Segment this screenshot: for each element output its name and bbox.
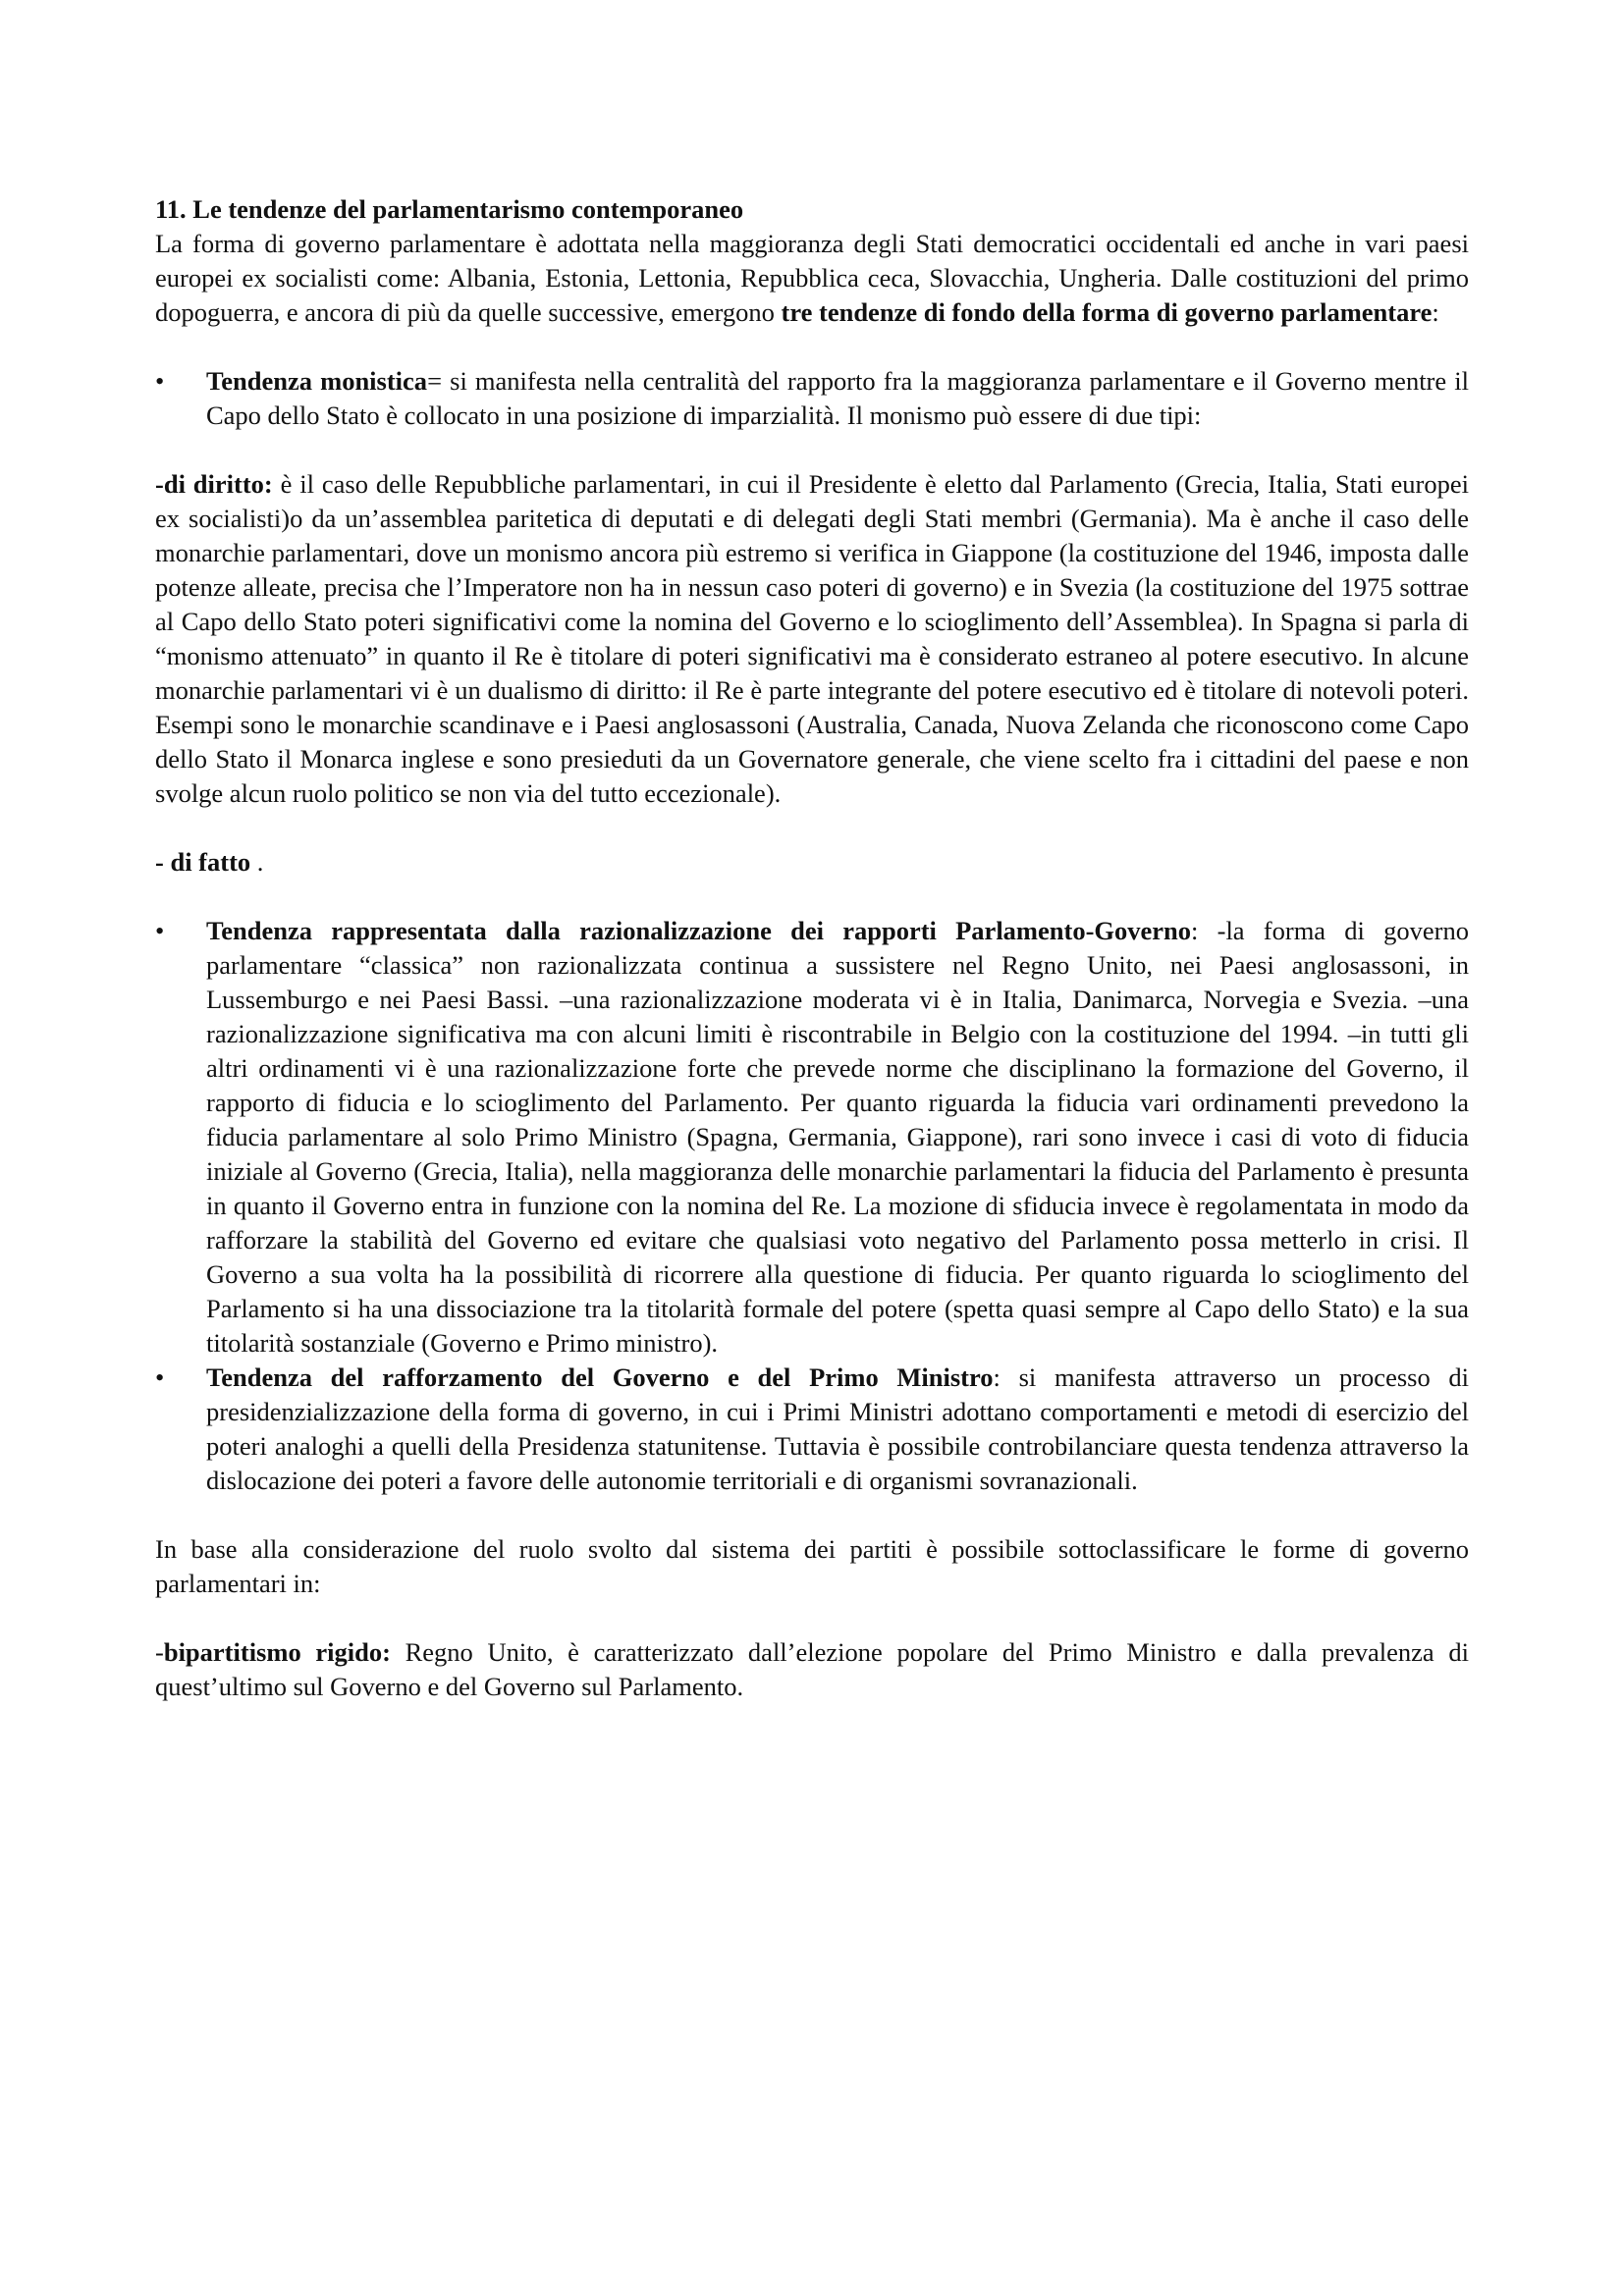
bullet-rafforzamento-title: Tendenza del rafforzamento del Governo e del Primo Ministro xyxy=(206,1362,994,1392)
bullet-monistica-title: Tendenza monistica xyxy=(206,366,428,396)
di-fatto-text: . xyxy=(250,847,264,877)
bullet-razionalizzazione xyxy=(155,914,1469,1361)
document-page xyxy=(155,192,1469,1704)
bullet-monistica xyxy=(155,364,1469,433)
bullet-rafforzamento xyxy=(155,1361,1469,1498)
bullet-rafforzamento-text: : si manifesta attraverso un processo di presidenzializzazione della forma di governo, in cui i Primi Ministri adottano comportamenti e metodi di esercizio del poteri analoghi a quelli della Presidenza statunitense. Tuttavia è possibile controbilanciare questa tendenza attraverso la dislocazione dei poteri a favore delle autonomie territoriali e di organismi sovranazionali. xyxy=(206,1362,1469,1495)
bipartitismo-paragraph xyxy=(155,1635,1469,1704)
intro-paragraph xyxy=(155,227,1469,330)
di-fatto-label: - di fatto xyxy=(155,847,251,877)
intro-tail: : xyxy=(1432,297,1439,327)
di-diritto-paragraph xyxy=(155,467,1469,811)
spacer xyxy=(155,433,1469,467)
partiti-paragraph: In base alla considerazione del ruolo svolto dal sistema dei partiti è possibile sottoclassificare le forme di governo parlamentari in: xyxy=(155,1534,1469,1598)
bullet-icon: • xyxy=(155,1362,165,1392)
intro-bold: tre tendenze di fondo della forma di governo parlamentare xyxy=(781,297,1433,327)
di-diritto-label: -di diritto: xyxy=(155,469,273,499)
spacer xyxy=(155,330,1469,364)
spacer xyxy=(155,880,1469,914)
bipartitismo-label: bipartitismo rigido: xyxy=(163,1637,391,1667)
bullet-icon: • xyxy=(155,366,165,396)
bullet-razionalizzazione-text: : -la forma di governo parlamentare “classica” non razionalizzata continua a sussistere nel Regno Unito, nei Paesi anglosassoni, in Lussemburgo e nei Paesi Bassi. –una razionalizzazione moderata vi è in Italia, Danimarca, Norvegia e Svezia. –una razionalizzazione significativa ma con alcuni limiti è riscontrabile in Belgio con la costituzione del 1994. –in tutti gli altri ordinamenti vi è una razionalizzazione forte che prevede norme che disciplinano la formazione del Governo, il rapporto di fiducia e lo scioglimento del Parlamento. Per quanto riguarda la fiducia vari ordinamenti prevedono la fiducia parlamentare al solo Primo Ministro (Spagna, Germania, Giappone), rari sono invece i casi di voto di fiducia iniziale al Governo (Grecia, Italia), nella maggioranza delle monarchie parlamentari la fiducia del Parlamento è presunta in quanto il Governo entra in funzione con la nomina del Re. La mozione di sfiducia invece è regolamentata in modo da rafforzare la stabilità del Governo ed evitare che qualsiasi voto negativo del Parlamento possa metterlo in crisi. Il Governo a sua volta ha la possibilità di ricorrere alla questione di fiducia. Per quanto riguarda lo scioglimento del Parlamento si ha una dissociazione tra la titolarità formale del potere (spetta quasi sempre al Capo dello Stato) e la sua titolarità sostanziale (Governo e Primo ministro). xyxy=(206,916,1469,1358)
intro-text: La forma di governo parlamentare è adottata nella maggioranza degli Stati democratici occidentali ed anche in vari paesi europei ex socialisti come: Albania, Estonia, Lettonia, Repubblica ceca, Slovacchia, Ungheria. Dalle costituzioni del primo dopoguerra, e ancora di più da quelle successive, emergono xyxy=(155,229,1469,327)
spacer xyxy=(155,811,1469,845)
section-heading: 11. Le tendenze del parlamentarismo contemporaneo xyxy=(155,194,744,224)
di-fatto-paragraph xyxy=(155,845,1469,880)
bullet-monistica-text: = si manifesta nella centralità del rapporto fra la maggioranza parlamentare e il Governo mentre il Capo dello Stato è collocato in una posizione di imparzialità. Il monismo può essere di due tipi: xyxy=(206,366,1469,430)
bullet-razionalizzazione-title: Tendenza rappresentata dalla razionalizzazione dei rapporti Parlamento-Governo xyxy=(206,916,1192,945)
spacer xyxy=(155,1601,1469,1635)
spacer xyxy=(155,1498,1469,1532)
bullet-icon: • xyxy=(155,916,165,945)
bipartitismo-text: Regno Unito, è caratterizzato dall’elezione popolare del Primo Ministro e dalla prevalenza di quest’ultimo sul Governo e del Governo sul Parlamento. xyxy=(155,1637,1469,1701)
di-diritto-text: è il caso delle Repubbliche parlamentari, in cui il Presidente è eletto dal Parlamento (Grecia, Italia, Stati europei ex socialisti)o da un’assemblea paritetica di deputati e di delegati degli Stati membri (Germania). Ma è anche il caso delle monarchie parlamentari, dove un monismo ancora più estremo si verifica in Giappone (la costituzione del 1946, imposta dalle potenze alleate, precisa che l’Imperatore non ha in nessun caso poteri di governo) e in Svezia (la costituzione del 1975 sottrae al Capo dello Stato poteri significativi come la nomina del Governo e lo scioglimento dell’Assemblea). In Spagna si parla di “monismo attenuato” in quanto il Re è titolare di poteri significativi ma è considerato estraneo al potere esecutivo. In alcune monarchie parlamentari vi è un dualismo di diritto: il Re è parte integrante del potere esecutivo ed è titolare di notevoli poteri. Esempi sono le monarchie scandinave e i Paesi anglosassoni (Australia, Canada, Nuova Zelanda che riconoscono come Capo dello Stato il Monarca inglese e sono presieduti da un Governatore generale, che viene scelto fra i cittadini del paese e non svolge alcun ruolo politico se non via del tutto eccezionale). xyxy=(155,469,1469,808)
bipartitismo-lead: - xyxy=(155,1637,164,1667)
